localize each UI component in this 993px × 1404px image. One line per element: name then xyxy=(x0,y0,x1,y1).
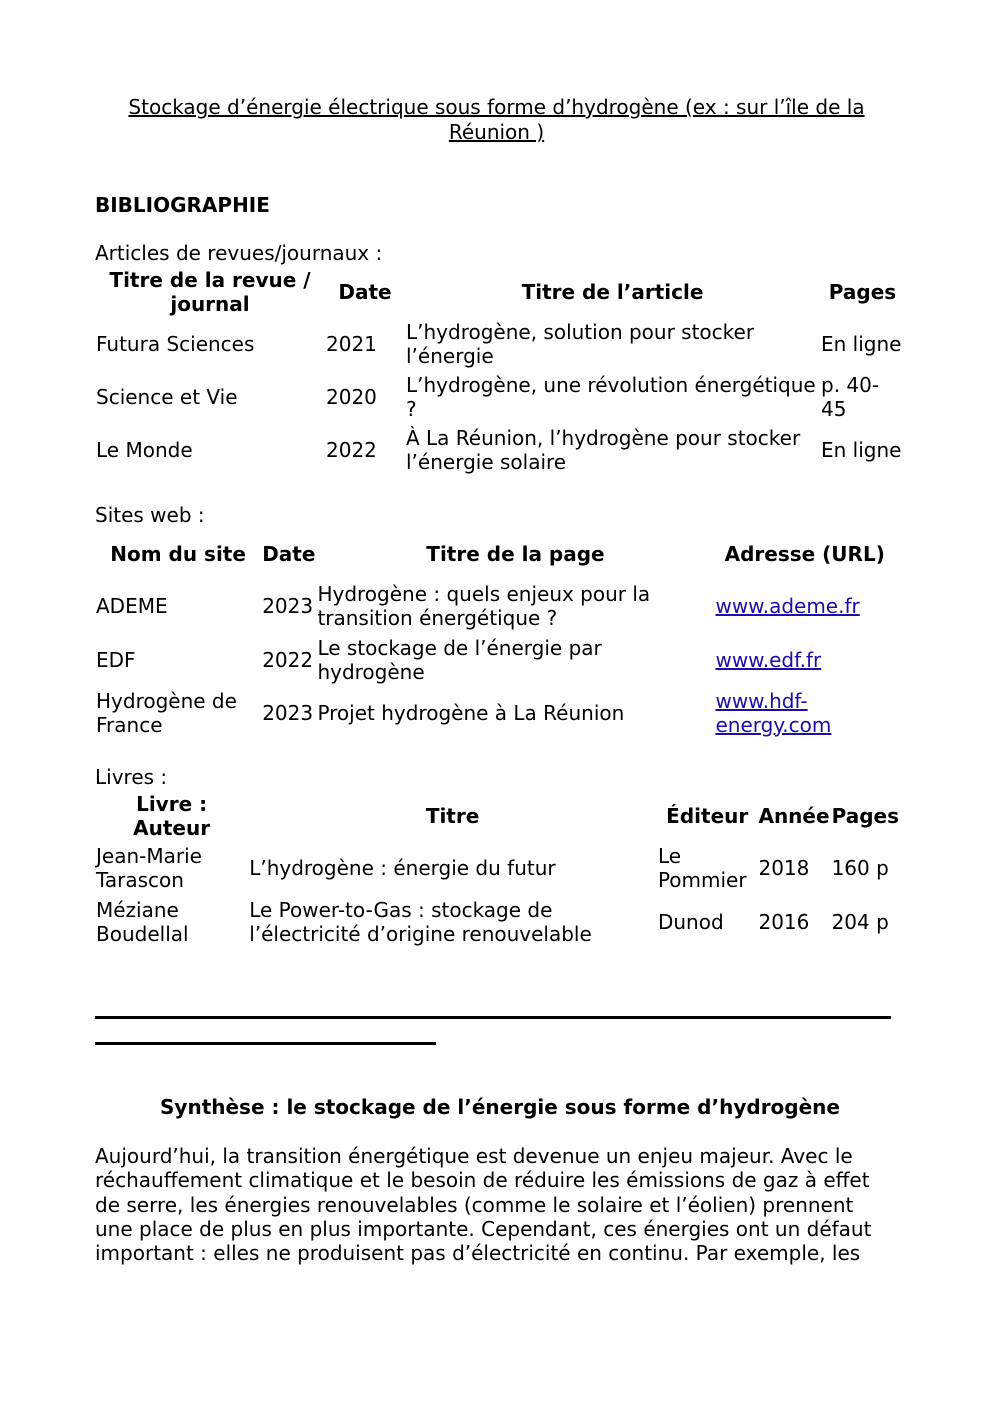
table-row xyxy=(95,423,905,476)
cell-author: Jean-Marie Tarascon xyxy=(96,844,202,892)
cell-date: 2022 xyxy=(326,437,377,462)
cell-journal: Le Monde xyxy=(96,437,193,462)
column-header: Éditeur xyxy=(666,804,749,828)
websites-label: Sites web : xyxy=(95,503,205,527)
articles-header-row xyxy=(95,267,905,317)
url-link-ademe[interactable]: www.ademe.fr xyxy=(715,594,860,618)
table-row xyxy=(95,841,900,895)
separator-line xyxy=(95,1016,891,1019)
column-header: Pages xyxy=(831,804,899,828)
cell-date: 2020 xyxy=(326,384,377,409)
cell-page-title: Projet hydrogène à La Réunion xyxy=(317,700,625,725)
url-link-hdf[interactable]: www.hdf-energy.com xyxy=(715,688,832,737)
column-header: Titre xyxy=(425,804,480,828)
synthesis-title: Synthèse : le stockage de l’énergie sous forme d’hydrogène xyxy=(160,1095,840,1119)
table-row xyxy=(95,370,905,423)
cell-site-name: Hydrogène de France xyxy=(96,688,237,737)
bibliography-heading: BIBLIOGRAPHIE xyxy=(95,193,270,217)
column-header: Pages xyxy=(828,280,897,304)
cell-book-title: L’hydrogène : énergie du futur xyxy=(249,856,556,880)
cell-date: 2023 xyxy=(262,594,314,618)
cell-pages: En ligne xyxy=(821,331,902,356)
cell-page-title: Le stockage de l’énergie par hydrogène xyxy=(317,635,602,684)
cell-page-title: Hydrogène : quels enjeux pour la transition énergétique ? xyxy=(317,582,651,630)
cell-year: 2016 xyxy=(758,910,810,934)
cell-pages: 204 p xyxy=(831,910,889,934)
column-header: Date xyxy=(262,542,316,566)
websites-header-row xyxy=(95,529,895,579)
column-header: Nom du site xyxy=(110,542,246,566)
column-header: Livre : Auteur xyxy=(133,792,211,840)
url-link-edf[interactable]: www.edf.fr xyxy=(715,647,822,672)
column-header: Titre de la page xyxy=(426,542,605,566)
cell-date: 2022 xyxy=(262,647,314,672)
table-row xyxy=(95,317,905,370)
synthesis-paragraph: Aujourd’hui, la transition énergétique est devenue un enjeu majeur. Avec le réchauffement climatique et le besoin de réduire les émissions de gaz à effet de serre, les énergies renouvelables (comme le solaire et l’éolien) prennent une place de plus en plus importante. Cependant, ces énergies ont un défaut important : elles ne produisent pas d’électricité en continu. Par exemple, les xyxy=(95,1144,872,1266)
column-header: Titre de la revue / journal xyxy=(109,268,311,316)
cell-date: 2023 xyxy=(262,700,314,725)
cell-year: 2018 xyxy=(758,856,810,880)
cell-site-name: ADEME xyxy=(96,594,168,618)
websites-table xyxy=(95,529,895,739)
table-row xyxy=(95,579,895,633)
cell-article-title: À La Réunion, l’hydrogène pour stocker l’énergie solaire xyxy=(406,425,801,474)
books-table xyxy=(95,791,900,949)
table-row xyxy=(95,633,895,686)
cell-pages: En ligne xyxy=(821,437,902,462)
cell-publisher: Dunod xyxy=(657,910,724,934)
articles-label: Articles de revues/journaux : xyxy=(95,241,383,265)
separator-line-short xyxy=(95,1042,436,1045)
column-header: Adresse (URL) xyxy=(724,542,885,566)
column-header: Année xyxy=(758,804,830,828)
cell-book-title: Le Power-to-Gas : stockage de l’électricité d’origine renouvelable xyxy=(249,898,592,946)
cell-pages: 160 p xyxy=(831,856,889,880)
table-row xyxy=(95,895,900,949)
cell-article-title: L’hydrogène, une révolution énergétique ? xyxy=(406,372,816,421)
cell-author: Méziane Boudellal xyxy=(96,898,189,946)
cell-pages: p. 40-45 xyxy=(821,372,880,421)
cell-date: 2021 xyxy=(326,331,377,356)
books-header-row xyxy=(95,791,900,841)
cell-article-title: L’hydrogène, solution pour stocker l’énergie xyxy=(406,319,755,368)
column-header: Titre de l’article xyxy=(521,280,704,304)
articles-table xyxy=(95,267,905,476)
document-title: Stockage d’énergie électrique sous forme d’hydrogène (ex : sur l’île de la Réunion ) xyxy=(128,95,865,144)
table-row xyxy=(95,686,895,739)
column-header: Date xyxy=(338,280,392,304)
cell-publisher: Le Pommier xyxy=(657,844,747,892)
books-label: Livres : xyxy=(95,765,168,789)
cell-journal: Science et Vie xyxy=(96,384,238,409)
cell-site-name: EDF xyxy=(96,647,136,672)
cell-journal: Futura Sciences xyxy=(96,331,255,356)
